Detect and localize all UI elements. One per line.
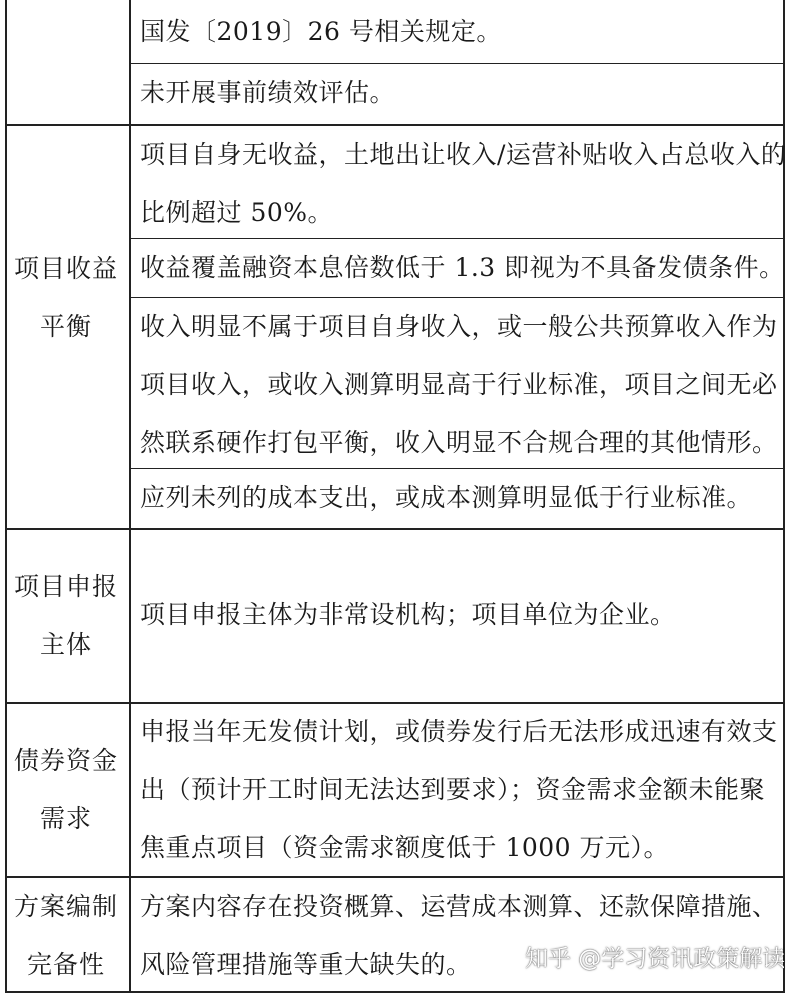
cell-text bbox=[140, 586, 676, 644]
label-line: 平衡 bbox=[39, 312, 92, 341]
cell-line: 然联系硬作打包平衡，收入明显不合规合理的其他情形。 bbox=[140, 428, 778, 457]
cell-line: 项目申报主体为非常设机构；项目单位为企业。 bbox=[140, 600, 676, 629]
cell-line: 焦重点项目（资金需求额度低于 1000 万元）。 bbox=[140, 833, 670, 862]
cell-text: 国发〔2019〕26 号相关规定。 bbox=[140, 17, 502, 46]
label-line: 方案编制 bbox=[13, 892, 118, 921]
cell-line: 应列未列的成本支出，或成本测算明显低于行业标准。 bbox=[140, 483, 753, 512]
cell-text bbox=[140, 126, 786, 242]
cell-line: 收入明显不属于项目自身收入，或一般公共预算收入作为 bbox=[140, 312, 778, 341]
cell-text bbox=[140, 703, 778, 877]
cell-text bbox=[140, 239, 785, 297]
cell-line: 比例超过 50%。 bbox=[140, 198, 334, 227]
watermark: 知乎 @学习资讯政策解读 bbox=[525, 946, 786, 972]
cell-line: 收益覆盖融资本息倍数低于 1.3 即视为不具备发债条件。 bbox=[140, 253, 785, 282]
cell-text bbox=[140, 878, 778, 994]
cell-line: 项目收入，或收入测算明显高于行业标准，项目之间无必 bbox=[140, 370, 778, 399]
row-label-applicant bbox=[6, 558, 126, 674]
cell-line: 项目自身无收益，土地出让收入/运营补贴收入占总收入的 bbox=[140, 140, 787, 169]
cell-line: 申报当年无发债计划，或债券发行后无法形成迅速有效支 bbox=[140, 717, 778, 746]
label-line: 项目收益 bbox=[13, 254, 118, 283]
row-label-revenue-balance bbox=[6, 240, 126, 356]
label-line: 完备性 bbox=[26, 950, 105, 979]
cell-text: 未开展事前绩效评估。 bbox=[140, 78, 396, 107]
row-divider bbox=[5, 528, 785, 530]
label-line: 需求 bbox=[39, 804, 92, 833]
label-line: 债券资金 bbox=[13, 746, 118, 775]
cell-text bbox=[140, 469, 752, 527]
cell-line: 风险管理措施等重大缺失的。 bbox=[140, 950, 472, 979]
row-label-bond-funding bbox=[6, 732, 126, 848]
row-label-plan-completeness bbox=[6, 878, 126, 994]
cell-line: 出（预计开工时间无法达到要求）；资金需求金额未能聚 bbox=[140, 775, 766, 804]
label-line: 主体 bbox=[39, 630, 92, 659]
label-line: 项目申报 bbox=[13, 572, 118, 601]
cell-line: 方案内容存在投资概算、运营成本测算、还款保障措施、 bbox=[140, 892, 778, 921]
cell-text bbox=[140, 298, 778, 472]
column-divider bbox=[129, 0, 131, 993]
